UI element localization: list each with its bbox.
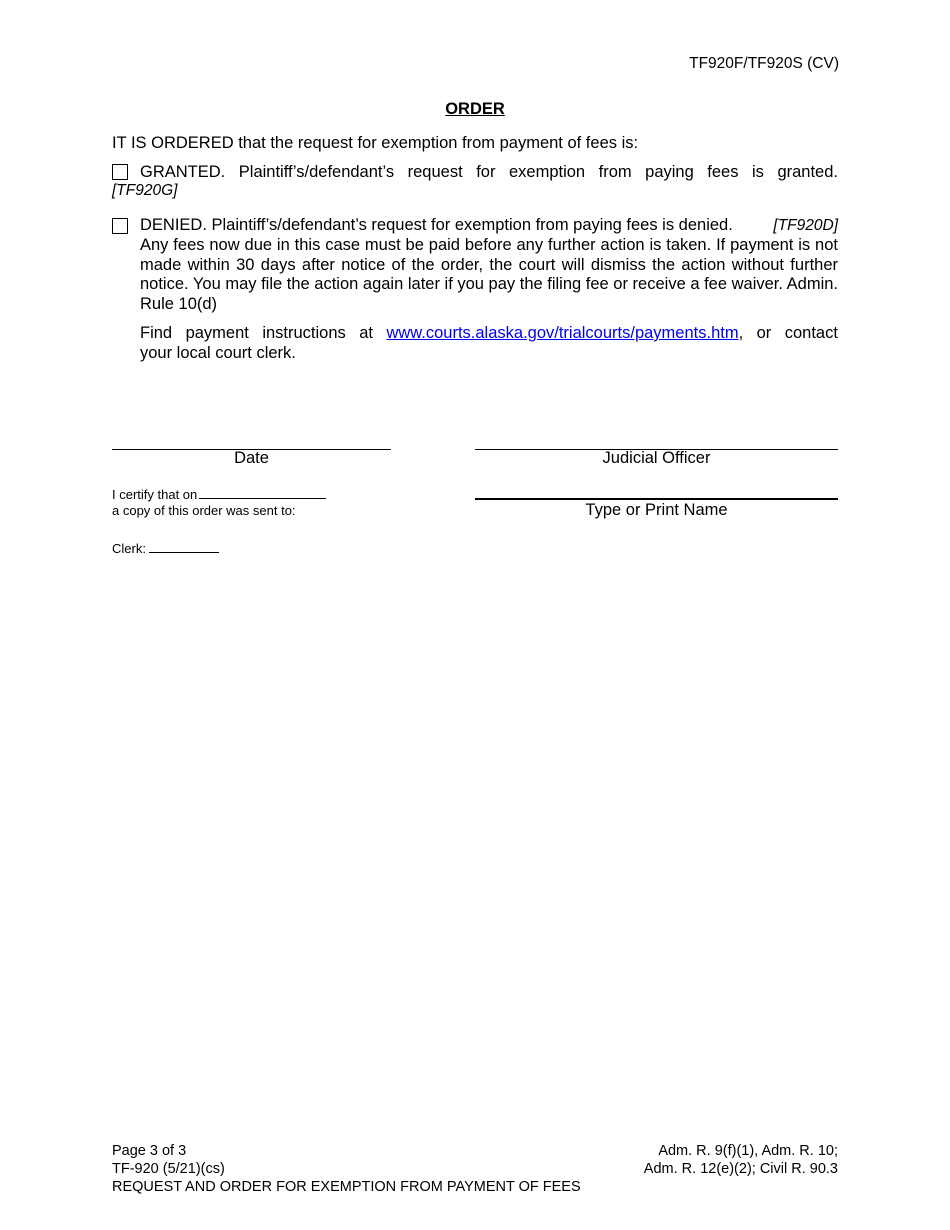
granted-word: exemption [508, 163, 586, 181]
granted-word: for [476, 163, 496, 181]
footer-page-number: Page 3 of 3 [112, 1143, 187, 1159]
clerk-label: Clerk: [112, 541, 146, 556]
clerk-block [112, 540, 219, 556]
granted-word: paying [645, 163, 694, 181]
date-label: Date [234, 449, 269, 467]
footer-form-title: REQUEST AND ORDER FOR EXEMPTION FROM PAYMENT OF FEES [112, 1179, 581, 1195]
granted-word: fees [707, 163, 739, 181]
judicial-officer-label: Judicial Officer [602, 449, 711, 467]
payment-word: instructions [262, 324, 346, 342]
granted-word: is [752, 163, 764, 181]
granted-form-code: [TF920G] [112, 182, 178, 199]
granted-checkbox[interactable] [112, 164, 128, 180]
denied-body: Any fees now due in this case must be paid before any further action is taken. If payment is not made within 30 days after notice of the order, the court will dismiss the action without further notice. You may file the action again later if you pay the filing fee or receive a fee waiver. Admin. Rule 10(d) [140, 235, 838, 314]
payment-instructions [140, 323, 838, 363]
payment-comma: , [738, 324, 744, 342]
footer-rules-line-1: Adm. R. 9(f)(1), Adm. R. 10; [658, 1143, 838, 1159]
denied-text [140, 216, 838, 315]
order-title: ORDER [445, 100, 505, 118]
payment-word: or [756, 324, 772, 342]
certify-line-2: a copy of this order was sent to: [112, 503, 296, 518]
certify-line-1: I certify that on [112, 487, 198, 502]
order-intro: IT IS ORDERED that the request for exemption from payment of fees is: [112, 134, 639, 152]
print-name-line [475, 498, 838, 500]
granted-word: GRANTED. [140, 163, 226, 181]
granted-word: request [407, 163, 463, 181]
form-code: TF920F/TF920S (CV) [689, 55, 839, 72]
payment-word: contact [784, 324, 838, 342]
denied-first-line: DENIED. Plaintiff’s/defendant’s request for exemption from paying fees is denied. [140, 216, 733, 234]
granted-word: Plaintiff’s/defendant’s [238, 163, 395, 181]
payments-link[interactable]: www.courts.alaska.gov/trialcourts/payments.htm [386, 324, 739, 342]
footer-left [112, 1142, 581, 1196]
payment-line-2: your local court clerk. [140, 344, 296, 362]
certify-date-blank[interactable] [199, 486, 326, 499]
granted-text [140, 163, 838, 182]
footer-rules-line-2: Adm. R. 12(e)(2); Civil R. 90.3 [643, 1161, 838, 1177]
clerk-blank[interactable] [149, 540, 219, 553]
denied-checkbox[interactable] [112, 218, 128, 234]
footer-form-revision: TF-920 (5/21)(cs) [112, 1161, 225, 1177]
payment-word: payment [185, 324, 249, 342]
print-name-label: Type or Print Name [585, 501, 728, 519]
certify-block [112, 486, 326, 519]
footer-right [644, 1142, 838, 1178]
payment-word: at [359, 324, 373, 342]
denied-form-code: [TF920D] [773, 217, 838, 234]
payment-word: Find [140, 324, 173, 342]
granted-word: from [598, 163, 632, 181]
granted-word: granted. [777, 163, 838, 181]
